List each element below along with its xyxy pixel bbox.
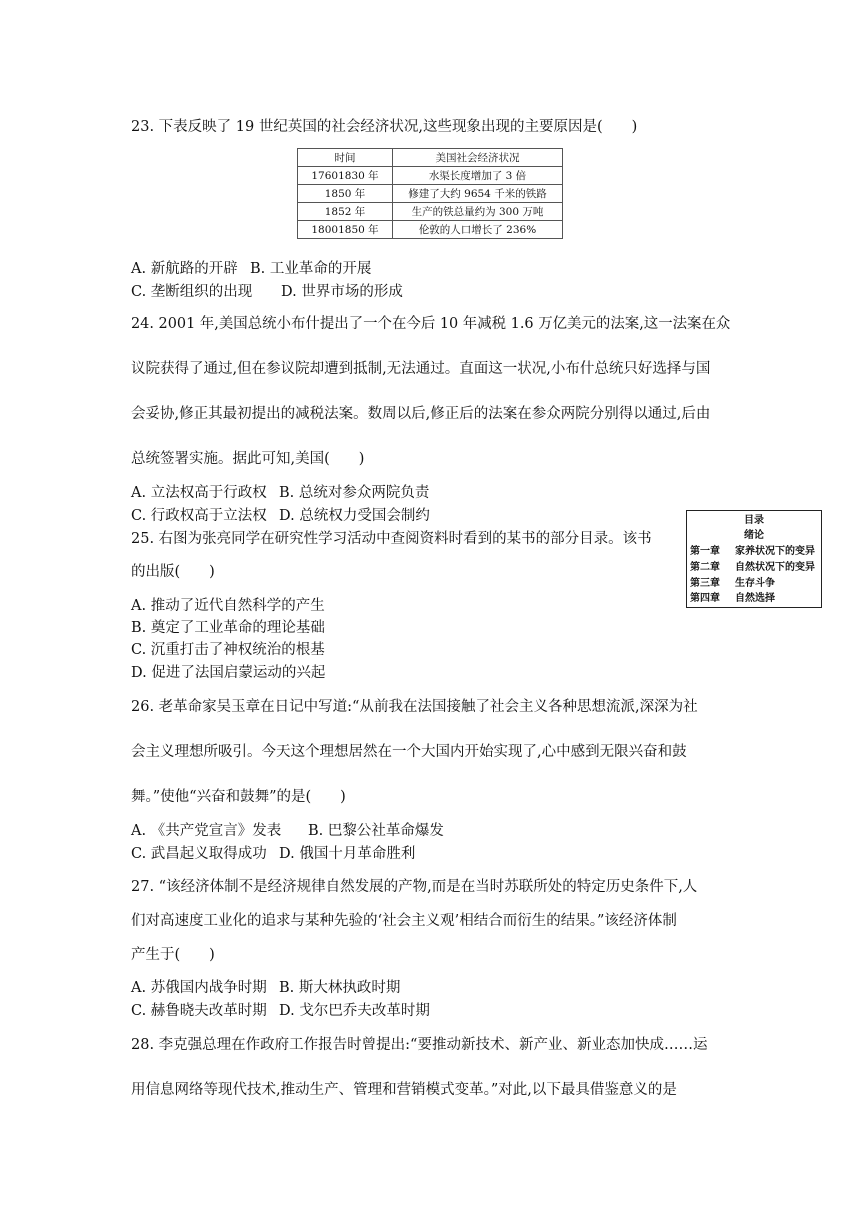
q27-line-1: 27. “该经济体制不是经济规律自然发展的产物,而是在当时苏联所处的特定历史条件下,人	[131, 879, 698, 895]
q23-data-table	[297, 148, 563, 239]
q26-line-2: 会主义理想所吸引。今天这个理想居然在一个大国内开始实现了,心中感到无限兴奋和鼓	[131, 744, 687, 760]
q27-option-d: D. 戈尔巴乔夫改革时期	[279, 1003, 430, 1019]
table-header: 美国社会经济状况	[393, 149, 563, 167]
q25-line-1: 25. 右图为张亮同学在研究性学习活动中查阅资料时看到的某书的部分目录。该书	[131, 531, 652, 547]
q23-option-d: D. 世界市场的形成	[281, 284, 403, 300]
q24-option-a: A. 立法权高于行政权	[131, 485, 267, 501]
q28-line-2: 用信息网络等现代技术,推动生产、管理和营销模式变革。”对此,以下最具借鉴意义的是	[131, 1082, 677, 1098]
table-cell: 修建了大约 9654 千米的铁路	[393, 185, 563, 203]
q26-line-3: 舞。”使他“兴奋和鼓舞”的是( )	[131, 789, 346, 805]
toc-chapter-num: 第四章	[690, 593, 720, 604]
q27-line-3: 产生于( )	[131, 947, 215, 963]
q25-option-b: B. 奠定了工业革命的理论基础	[131, 620, 325, 636]
table-cell: 1850 年	[298, 185, 393, 203]
q26-option-a: A. 《共产党宣言》发表	[131, 823, 282, 839]
q24-line-4: 总统签署实施。据此可知,美国( )	[131, 451, 365, 467]
table-header-row	[298, 149, 563, 167]
table-row	[298, 203, 563, 221]
q27-option-b: B. 斯大林执政时期	[279, 980, 401, 996]
toc-chapter-num: 第三章	[690, 578, 720, 589]
q25-option-a: A. 推动了近代自然科学的产生	[131, 598, 325, 614]
q24-line-3: 会妥协,修正其最初提出的减税法案。数周以后,修正后的法案在参众两院分别得以通过,后由	[131, 406, 711, 422]
q23-stem: 23. 下表反映了 19 世纪英国的社会经济状况,这些现象出现的主要原因是( )	[131, 119, 638, 135]
q24-option-b: B. 总统对参众两院负责	[279, 485, 430, 501]
q23-option-c: C. 垄断组织的出现	[131, 284, 253, 300]
table-header: 时间	[298, 149, 393, 167]
q25-line-2: 的出版( )	[131, 564, 215, 580]
toc-chapter-name: 自然状况下的变异	[735, 562, 815, 573]
toc-chapter-name: 生存斗争	[735, 578, 775, 589]
table-cell: 18001850 年	[298, 221, 393, 239]
q26-option-b: B. 巴黎公社革命爆发	[308, 823, 444, 839]
q23-option-a: A. 新航路的开辟	[131, 261, 238, 277]
table-row	[298, 185, 563, 203]
table-cell: 生产的铁总量约为 300 万吨	[393, 203, 563, 221]
toc-chapter-name: 自然选择	[735, 593, 775, 604]
q25-option-d: D. 促进了法国启蒙运动的兴起	[131, 665, 326, 681]
q25-option-c: C. 沉重打击了神权统治的根基	[131, 642, 325, 658]
toc-chapter-num: 第一章	[690, 546, 720, 557]
toc-title: 目录	[744, 515, 764, 526]
table-cell: 伦敦的人口增长了 236%	[393, 221, 563, 239]
table-row	[298, 221, 563, 239]
table-cell: 1852 年	[298, 203, 393, 221]
q24-option-d: D. 总统权力受国会制约	[279, 508, 430, 524]
q23-option-b: B. 工业革命的开展	[250, 261, 372, 277]
q27-option-c: C. 赫鲁晓夫改革时期	[131, 1003, 267, 1019]
toc-chapter-name: 家养状况下的变异	[735, 546, 815, 557]
q24-line-2: 议院获得了通过,但在参议院却遭到抵制,无法通过。直面这一状况,小布什总统只好选择与国	[131, 361, 711, 377]
book-toc-figure	[686, 510, 822, 608]
toc-chapter-num: 第二章	[690, 562, 720, 573]
q26-option-c: C. 武昌起义取得成功	[131, 846, 267, 862]
q24-line-1: 24. 2001 年,美国总统小布什提出了一个在今后 10 年减税 1.6 万亿美元的法案,这一法案在众	[131, 316, 731, 332]
q28-line-1: 28. 李克强总理在作政府工作报告时曾提出:“要推动新技术、新产业、新业态加快成……运	[131, 1037, 708, 1053]
toc-intro: 绪论	[744, 530, 764, 541]
table-cell: 17601830 年	[298, 167, 393, 185]
table-cell: 水渠长度增加了 3 倍	[393, 167, 563, 185]
q27-line-2: 们对高速度工业化的追求与某种先验的‘社会主义观’相结合而衍生的结果。”该经济体制	[131, 913, 677, 929]
q26-option-d: D. 俄国十月革命胜利	[279, 846, 416, 862]
q24-option-c: C. 行政权高于立法权	[131, 508, 267, 524]
q27-option-a: A. 苏俄国内战争时期	[131, 980, 267, 996]
q26-line-1: 26. 老革命家吴玉章在日记中写道:“从前我在法国接触了社会主义各种思想流派,深深为社	[131, 699, 698, 715]
table-row	[298, 167, 563, 185]
